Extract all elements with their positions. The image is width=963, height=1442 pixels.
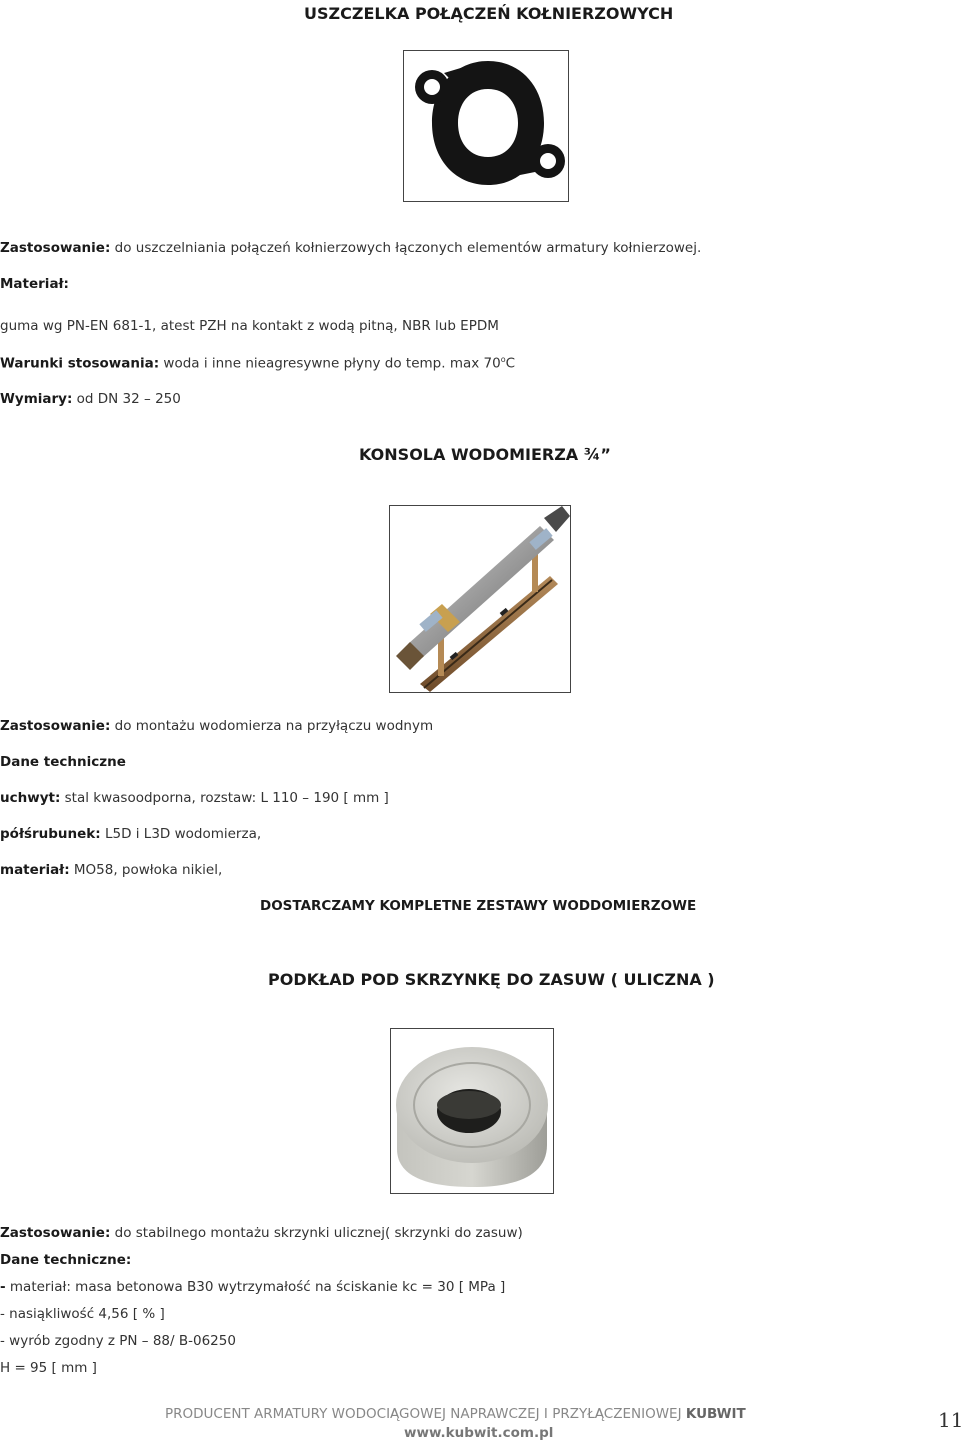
base-tech-heading-text: Dane techniczne:	[0, 1252, 132, 1268]
gasket-conditions	[0, 355, 515, 372]
base-spec-material	[0, 1279, 505, 1295]
gasket-material-label-text: Materiał:	[0, 276, 69, 292]
bracket-holder-text: stal kwasoodporna, rozstaw: L 110 – 190 [ mm ]	[60, 790, 389, 806]
base-spec-absorption: - nasiąkliwość 4,56 [ % ]	[0, 1306, 165, 1322]
bracket-holder-label: uchwyt:	[0, 790, 61, 806]
complete-sets-banner: DOSTARCZAMY KOMPLETNE ZESTAWY WODDOMIERZOWE	[260, 898, 697, 914]
bracket-holder	[0, 790, 389, 806]
footer-brand: KUBWIT	[685, 1406, 746, 1422]
gasket-material-label	[0, 276, 69, 292]
bracket-half-union-text: L5D i L3D wodomierza,	[100, 826, 262, 842]
bracket-image	[389, 505, 571, 693]
bracket-half-union	[0, 826, 261, 842]
gasket-conditions-label: Warunki stosowania:	[0, 355, 160, 372]
base-usage-text: do stabilnego montażu skrzynki ulicznej( skrzynki do zasuw)	[110, 1225, 523, 1241]
base-spec-material-dash: -	[0, 1279, 6, 1295]
bracket-material-label: materiał:	[0, 862, 70, 878]
bracket-usage	[0, 718, 433, 734]
base-spec-standard: - wyrób zgodny z PN – 88/ B-06250	[0, 1333, 236, 1349]
bracket-material	[0, 862, 222, 878]
base-spec-material-text: materiał: masa betonowa B30 wytrzymałość na ściskanie kc = 30 [ MPa ]	[5, 1279, 506, 1295]
gasket-conditions-text: woda i inne nieagresywne płyny do temp. max 70	[159, 355, 501, 372]
water-meter-bracket-icon	[390, 506, 570, 692]
gasket-title: USZCZELKA POŁĄCZEŃ KOŁNIERZOWYCH	[304, 4, 674, 23]
base-spec-height: H = 95 [ mm ]	[0, 1360, 97, 1376]
base-tech-heading	[0, 1252, 131, 1268]
page-number: 11	[938, 1408, 963, 1432]
gasket-material-text: guma wg PN-EN 681-1, atest PZH na kontakt z wodą pitną, NBR lub EPDM	[0, 318, 499, 334]
bracket-half-union-label: półśrubunek:	[0, 826, 101, 842]
gasket-dimensions	[0, 391, 181, 407]
base-title: PODKŁAD POD SKRZYNKĘ DO ZASUW ( ULICZNA )	[268, 970, 715, 989]
concrete-ring-base-icon	[391, 1029, 553, 1193]
bracket-usage-text: do montażu wodomierza na przyłączu wodnym	[110, 718, 434, 734]
footer-company	[165, 1406, 746, 1422]
bracket-tech-heading-text: Dane techniczne	[0, 754, 126, 770]
gasket-usage	[0, 240, 701, 256]
gasket-conditions-degree: o	[500, 355, 506, 364]
gasket-image	[403, 50, 569, 202]
bracket-title: KONSOLA WODOMIERZA ¾”	[359, 445, 611, 464]
base-usage	[0, 1225, 523, 1241]
gasket-conditions-unit: C	[505, 355, 516, 372]
bracket-tech-heading	[0, 754, 126, 770]
footer-company-text: PRODUCENT ARMATURY WODOCIĄGOWEJ NAPRAWCZEJ I PRZYŁĄCZENIOWEJ	[165, 1406, 686, 1422]
base-usage-label: Zastosowanie:	[0, 1225, 111, 1241]
gasket-dimensions-label: Wymiary:	[0, 391, 73, 407]
footer-website: www.kubwit.com.pl	[404, 1425, 554, 1441]
bracket-material-text: MO58, powłoka nikiel,	[69, 862, 223, 878]
bracket-usage-label: Zastosowanie:	[0, 718, 111, 734]
rubber-flange-gasket-icon	[404, 51, 568, 201]
gasket-usage-label: Zastosowanie:	[0, 240, 111, 256]
gasket-dimensions-text: od DN 32 – 250	[72, 391, 181, 407]
gasket-usage-text: do uszczelniania połączeń kołnierzowych łączonych elementów armatury kołnierzowej.	[110, 240, 702, 256]
base-image	[390, 1028, 554, 1194]
